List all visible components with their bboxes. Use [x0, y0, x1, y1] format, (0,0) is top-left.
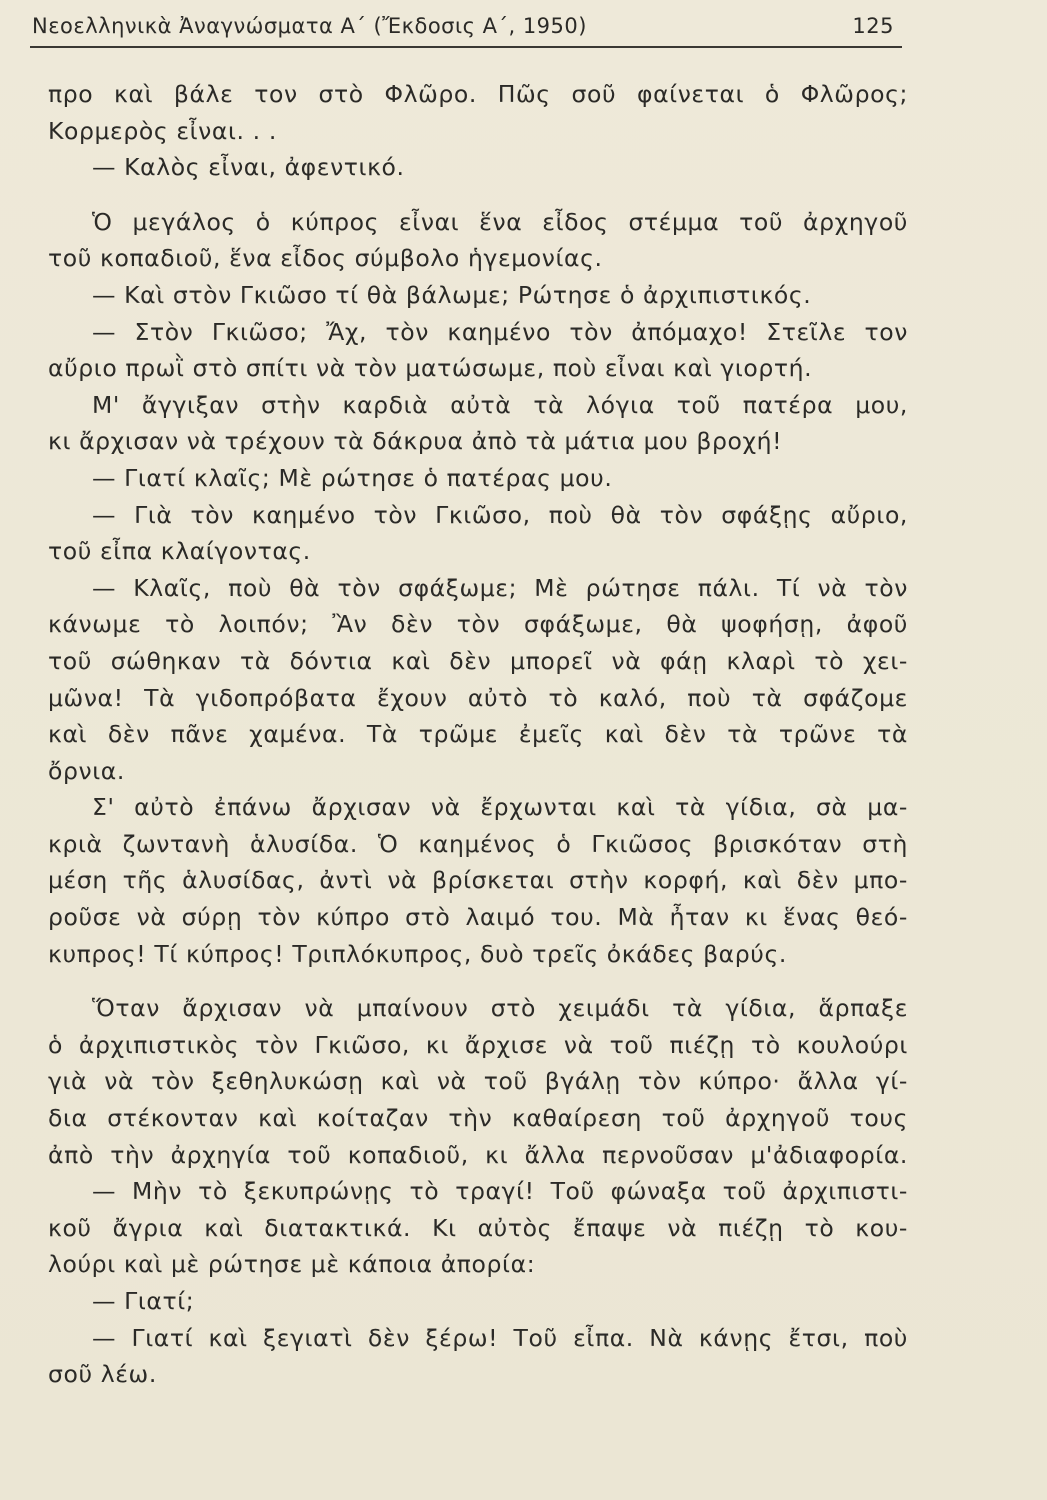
text-line: — Στὸν Γκιῶσο; Ἄχ, τὸν καημένο τὸν ἀπόμαχο! Στεῖλε τον: [92, 317, 908, 346]
text-line: ροῦσε νὰ σύρῃ τὸν κύπρο στὸ λαιμό του. Μὰ ἦταν κι ἕνας θεό-: [48, 903, 908, 932]
text-line: — Μὴν τὸ ξεκυπρώνῃς τὸ τραγί! Τοῦ φώναξα τοῦ ἀρχιπιστι-: [92, 1177, 908, 1206]
text-line: ἀπὸ τὴν ἀρχηγία τοῦ κοπαδιοῦ, κι ἄλλα περνοῦσαν μ'ἀδιαφορία.: [48, 1140, 908, 1169]
text-line: κριὰ ζωντανὴ ἁλυσίδα. Ὁ καημένος ὁ Γκιῶσος βρισκόταν στὴ: [48, 829, 908, 858]
text-line: προ καὶ βάλε τον στὸ Φλῶρο. Πῶς σοῦ φαίνεται ὁ Φλῶρος;: [48, 80, 908, 108]
text-line: δια στέκονταν καὶ κοίταζαν τὴν καθαίρεση τοῦ ἀρχηγοῦ τους: [48, 1104, 908, 1133]
text-line: λούρι καὶ μὲ ρώτησε μὲ κάποια ἀπορία:: [48, 1250, 536, 1279]
text-line: γιὰ νὰ τὸν ξεθηλυκώσῃ καὶ νὰ τοῦ βγάλῃ τὸν κύπρο· ἄλλα γί-: [48, 1067, 908, 1096]
body-text: [48, 76, 908, 1393]
text-line: τοῦ σώθηκαν τὰ δόντια καὶ δὲν μπορεῖ νὰ φάῃ κλαρὶ τὸ χει-: [48, 646, 908, 675]
text-line: ὁ ἀρχιπιστικὸς τὸν Γκιῶσο, κι ἄρχισε νὰ τοῦ πιέζῃ τὸ κουλούρι: [48, 1030, 908, 1059]
text-line: κι ἄρχισαν νὰ τρέχουν τὰ δάκρυα ἀπὸ τὰ μάτια μου βροχή!: [48, 427, 783, 456]
text-line: Σ' αὐτὸ ἐπάνω ἄρχισαν νὰ ἔρχωνται καὶ τὰ γίδια, σὰ μα-: [92, 793, 908, 822]
text-line: — Γιατί καὶ ξεγιατὶ δὲν ξέρω! Τοῦ εἶπα. Νὰ κάνῃς ἔτσι, ποὺ: [92, 1323, 908, 1352]
text-line: — Γιατί;: [92, 1287, 195, 1315]
header-title: Νεοελληνικὰ Ἀναγνώσματα Α΄ (Ἔκδοσις Α΄, 1950): [32, 14, 587, 38]
text-line: σοῦ λέω.: [48, 1360, 157, 1389]
text-line: μέση τῆς ἁλυσίδας, ἀντὶ νὰ βρίσκεται στὴν κορφή, καὶ δὲν μπο-: [48, 866, 908, 895]
text-line: τοῦ κοπαδιοῦ, ἕνα εἶδος σύμβολο ἡγεμονίας.: [48, 244, 603, 273]
page-number: 125: [852, 14, 894, 38]
text-line: καὶ δὲν πᾶνε χαμένα. Τὰ τρῶμε ἐμεῖς καὶ δὲν τὰ τρῶνε τὰ: [48, 720, 908, 749]
text-line: Ὅταν ἄρχισαν νὰ μπαίνουν στὸ χειμάδι τὰ γίδια, ἅρπαξε: [92, 994, 908, 1023]
text-line: — Γιατί κλαῖς; Μὲ ρώτησε ὁ πατέρας μου.: [92, 463, 613, 492]
text-line: κυπρος! Τί κύπρος! Τριπλόκυπρος, δυὸ τρεῖς ὀκάδες βαρύς.: [48, 939, 787, 968]
text-line: — Καλὸς εἶναι, ἀφεντικό.: [92, 153, 405, 182]
text-line: μῶνα! Τὰ γιδοπρόβατα ἔχουν αὐτὸ τὸ καλό, ποὺ τὰ σφάζομε: [48, 683, 908, 712]
text-line: Μ' ἄγγιξαν στὴν καρδιὰ αὐτὰ τὰ λόγια τοῦ πατέρα μου,: [92, 390, 908, 419]
text-line: αὔριο πρωῒ στὸ σπίτι νὰ τὸν ματώσωμε, ποὺ εἶναι καὶ γιορτή.: [48, 354, 813, 383]
text-line: κάνωμε τὸ λοιπόν; Ἂν δὲν τὸν σφάξωμε, θὰ ψοφήσῃ, ἀφοῦ: [48, 610, 908, 639]
text-line: τοῦ εἶπα κλαίγοντας.: [48, 537, 311, 566]
text-line: — Κλαῖς, ποὺ θὰ τὸν σφάξωμε; Μὲ ρώτησε πάλι. Τί νὰ τὸν: [92, 573, 908, 602]
text-line: Κορμερὸς εἶναι. . .: [48, 116, 277, 145]
text-line: — Γιὰ τὸν καημένο τὸν Γκιῶσο, ποὺ θὰ τὸν σφάξῃς αὔριο,: [92, 500, 908, 529]
text-line: — Καὶ στὸν Γκιῶσο τί θὰ βάλωμε; Ρώτησε ὁ ἀρχιπιστικός.: [92, 280, 812, 309]
text-line: Ὁ μεγάλος ὁ κύπρος εἶναι ἕνα εἶδος στέμμα τοῦ ἀρχηγοῦ: [92, 207, 908, 236]
text-line: ὄρνια.: [48, 756, 125, 785]
text-line: κοῦ ἄγρια καὶ διατακτικά. Κι αὐτὸς ἔπαψε νὰ πιέζῃ τὸ κου-: [48, 1213, 908, 1242]
running-header: [30, 8, 902, 48]
